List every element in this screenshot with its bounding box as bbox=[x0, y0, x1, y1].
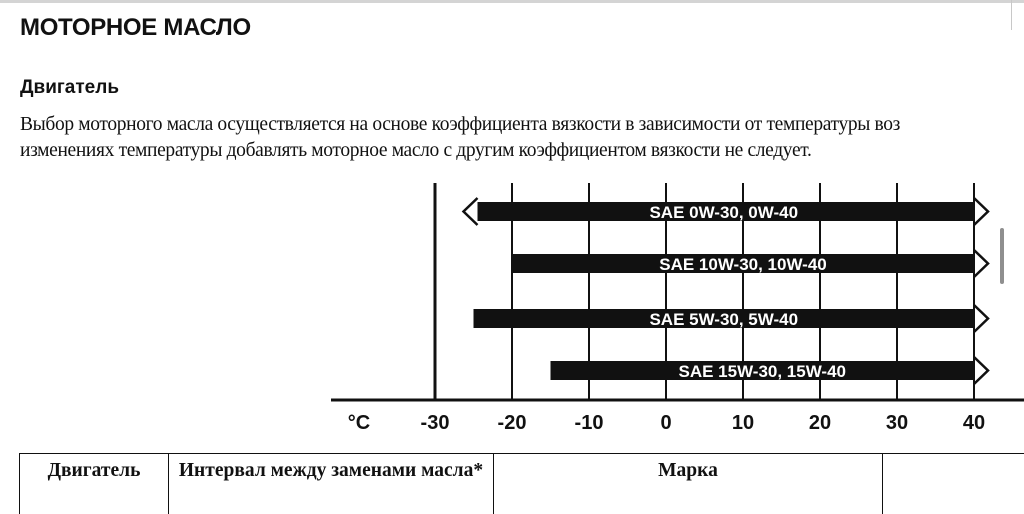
section-subtitle: Двигатель bbox=[20, 77, 119, 99]
paragraph-line-1: Выбор моторного масла осуществляется на основе коэффициента вязкости в зависимости от температуры воз bbox=[20, 112, 1024, 138]
arrow-left-icon bbox=[464, 198, 478, 225]
page-title: МОТОРНОЕ МАСЛО bbox=[20, 14, 251, 42]
x-tick-label: -10 bbox=[575, 412, 604, 434]
arrow-right-icon bbox=[974, 305, 988, 332]
x-tick-label: -20 bbox=[498, 412, 527, 434]
bar-label: SAE 15W-30, 15W-40 bbox=[679, 362, 847, 381]
header-engine: Двигатель bbox=[20, 454, 169, 514]
scrollbar-thumb[interactable] bbox=[1000, 228, 1004, 284]
header-brand: Марка bbox=[494, 454, 883, 514]
header-interval: Интервал между заменами масла* bbox=[169, 454, 494, 514]
header-extra bbox=[883, 454, 1024, 514]
bar-label: SAE 5W-30, 5W-40 bbox=[649, 310, 798, 329]
table-header-row bbox=[20, 454, 1024, 514]
x-tick-label: -30 bbox=[421, 412, 450, 434]
arrow-right-icon bbox=[974, 198, 988, 225]
bar-label: SAE 0W-30, 0W-40 bbox=[649, 203, 798, 222]
axis-unit-label: °C bbox=[348, 412, 370, 434]
arrow-right-icon bbox=[974, 250, 988, 277]
x-tick-label: 20 bbox=[809, 412, 831, 434]
x-tick-label: 30 bbox=[886, 412, 908, 434]
paragraph-line-2: изменениях температуры добавлять моторное масло с другим коэффициентом вязкости не следует. bbox=[20, 138, 1024, 164]
x-tick-label: 40 bbox=[963, 412, 985, 434]
x-tick-label: 0 bbox=[660, 412, 671, 434]
x-tick-label: 10 bbox=[732, 412, 754, 434]
bar-label: SAE 10W-30, 10W-40 bbox=[659, 255, 827, 274]
arrow-right-icon bbox=[974, 357, 988, 384]
oil-spec-table bbox=[19, 453, 1024, 514]
